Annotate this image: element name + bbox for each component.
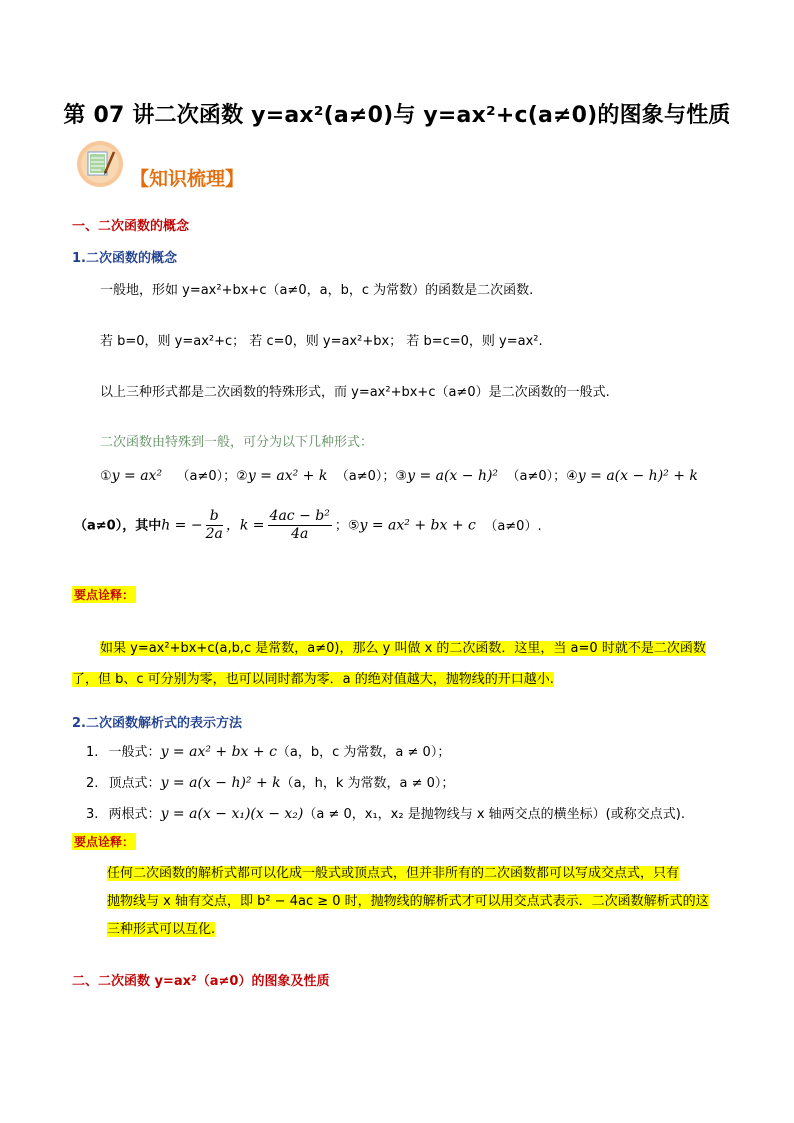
- note-2-line-2: 抛物线与 x 轴有交点，即 b² − 4ac ≥ 0 时，抛物线的解析式才可以用交点式表示．二次函数解析式的这: [107, 894, 709, 909]
- form-1-formula: y = ax²: [111, 468, 163, 484]
- paragraph-general-form: 以上三种形式都是二次函数的特殊形式，而 y=ax²+bx+c（a≠0）是二次函数的一般式.: [100, 385, 610, 400]
- expression-item-2: [86, 772, 454, 791]
- item-condition: （a，h，k 为常数，a ≠ 0）；: [280, 776, 455, 791]
- form-5-condition: （a≠0）.: [484, 518, 542, 534]
- heading-graph-properties: 二、二次函数 y=ax²（a≠0）的图象及性质: [72, 974, 330, 989]
- h-formula-lhs: h = −: [161, 517, 203, 534]
- paragraph-definition: 一般地，形如 y=ax²+bx+c（a≠0，a，b，c 为常数）的函数是二次函数.: [100, 283, 534, 298]
- note-2-line-3: 三种形式可以互化.: [107, 922, 216, 937]
- k-numerator: 4ac − b²: [269, 508, 330, 524]
- form-5-formula: y = ax² + bx + c: [359, 517, 476, 534]
- form-3-mark: ③: [395, 469, 408, 484]
- h-numerator: b: [206, 508, 223, 526]
- subheading-concept: 1.二次函数的概念: [72, 251, 177, 266]
- form-1-condition: （a≠0）；: [176, 469, 237, 484]
- k-denominator: 4a: [291, 526, 309, 542]
- h-denominator: 2a: [205, 526, 223, 542]
- item-formula: y = a(x − h)² + k: [160, 775, 281, 791]
- subheading-expressions: 2.二次函数解析式的表示方法: [72, 716, 242, 731]
- h-fraction: [206, 508, 223, 543]
- item-label: 一般式：: [108, 745, 161, 760]
- forms-line-1: [100, 465, 698, 484]
- paragraph-forms-intro: 二次函数由特殊到一般，可分为以下几种形式：: [100, 435, 374, 450]
- expression-item-1: [86, 741, 450, 760]
- page-title: 第 07 讲二次函数 y=ax²(a≠0)与 y=ax²+c(a≠0)的图象与性质: [63, 103, 731, 128]
- heading-concept: 一、二次函数的概念: [72, 219, 190, 234]
- item-formula: y = a(x − x₁)(x − x₂): [160, 806, 304, 822]
- form-2-mark: ②: [236, 469, 248, 484]
- item-label: 两根式：: [108, 807, 161, 822]
- expression-item-3: [86, 803, 685, 822]
- item-condition: （a，b，c 为常数，a ≠ 0）；: [276, 745, 451, 760]
- k-fraction: [268, 508, 332, 543]
- section-heading: 【知识梳理】: [130, 168, 245, 190]
- note-tag-1: 要点诠释：: [74, 588, 135, 602]
- form-1-mark: ①: [100, 469, 112, 484]
- notebook-pencil-icon: [76, 140, 124, 188]
- k-formula-lhs: ，k =: [225, 517, 265, 534]
- item-condition: （a ≠ 0，x₁，x₂ 是抛物线与 x 轴两交点的横坐标）(或称交点式).: [303, 807, 685, 822]
- item-number: 3.: [86, 807, 99, 822]
- note-1-line-1: 如果 y=ax²+bx+c(a,b,c 是常数，a≠0)，那么 y 叫做 x 的二次函数．这里，当 a=0 时就不是二次函数: [100, 641, 706, 656]
- item-number: 2.: [86, 776, 99, 791]
- note-1-line-2: 了，但 b、c 可分别为零，也可以同时都为零．a 的绝对值越大，抛物线的开口越小.: [72, 672, 554, 687]
- note-tag-2: 要点诠释：: [74, 835, 135, 849]
- form-3-formula: y = a(x − h)²: [407, 468, 499, 484]
- form-4-condition: （a≠0），其中: [74, 518, 162, 534]
- item-number: 1.: [86, 745, 99, 760]
- forms-line-2: [74, 508, 542, 543]
- item-label: 顶点式：: [108, 776, 161, 791]
- form-2-formula: y = ax² + k: [247, 468, 328, 484]
- note-2-line-1: 任何二次函数的解析式都可以化成一般式或顶点式，但并非所有的二次函数都可以写成交点式，只有: [107, 866, 680, 881]
- form-4-mark: ④: [566, 469, 578, 484]
- item-formula: y = ax² + bx + c: [160, 744, 277, 760]
- form-3-condition: （a≠0）；: [506, 469, 567, 484]
- form-4-formula: y = a(x − h)² + k: [577, 468, 698, 484]
- form-5-mark: ；⑤: [334, 518, 360, 534]
- paragraph-special-cases: 若 b=0，则 y=ax²+c； 若 c=0，则 y=ax²+bx； 若 b=c=0，则 y=ax².: [100, 334, 543, 349]
- form-2-condition: （a≠0）；: [335, 469, 396, 484]
